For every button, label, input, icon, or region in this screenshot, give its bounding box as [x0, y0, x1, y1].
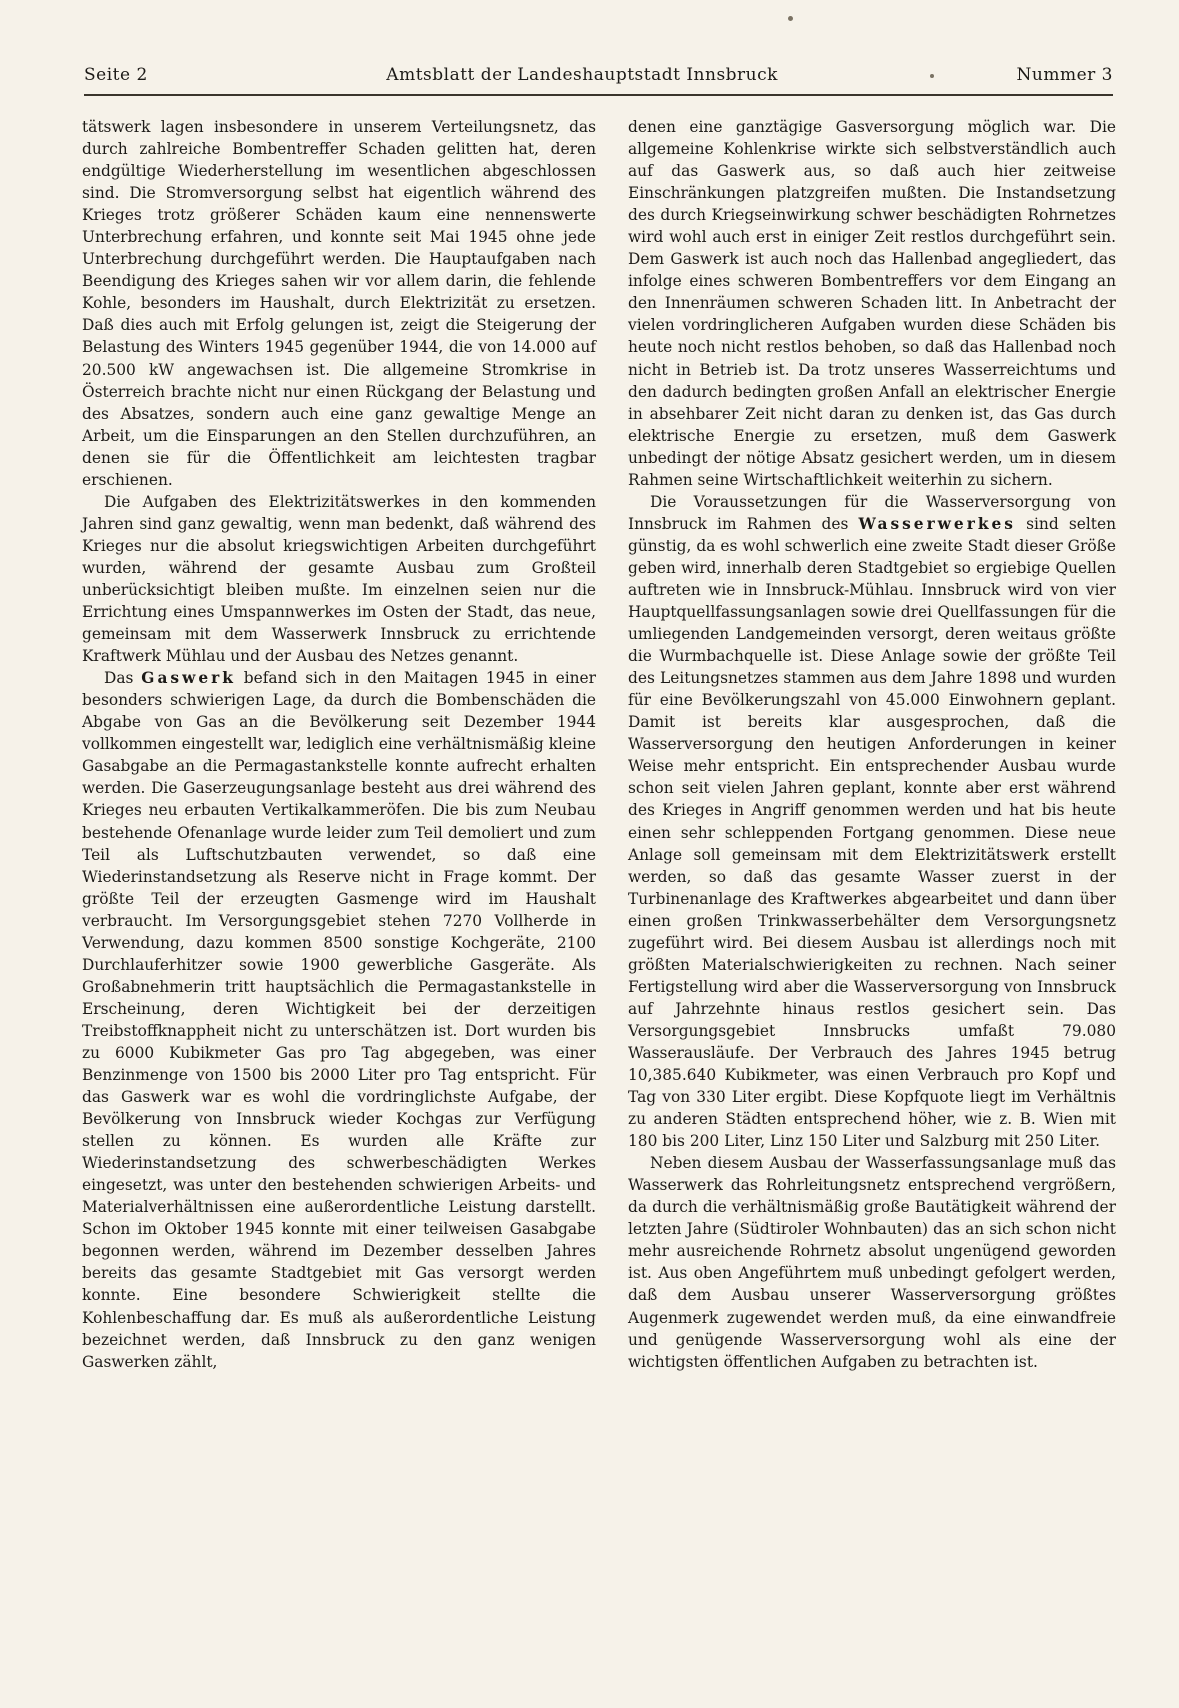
text-run: Die Voraussetzungen für die Wasserversorgung von Innsbruck im Rahmen des [628, 492, 1116, 533]
page-number: Seite 2 [84, 65, 148, 85]
text-run: sind selten günstig, da es wohl schwerlich eine zweite Stadt dieser Größe geben wird, innerhalb deren Stadtgebiet so ergiebige Quellen auftreten wie in Innsbruck-Mühlau. Innsbruck wird von vier Hauptquellfassungsanlagen sowie drei Quellfassungen für die umliegenden Landgemeinden versorgt, deren weitaus größte die Wurmbachquelle ist. Diese Anlage sowie der größte Teil des Leitungsnetzes stammen aus dem Jahre 1898 und wurden für eine Bevölkerungszahl von 45.000 Einwohnern geplant. Damit ist bereits klar ausgesprochen, daß die Wasserversorgung den heutigen Anforderungen in keiner Weise mehr entspricht. Ein entsprechender Ausbau wurde schon seit vielen Jahren geplant, konnte aber erst während des Krieges in Angriff genommen werden und hat bis heute einen sehr schleppenden Fortgang genommen. Diese neue Anlage soll gemeinsam mit dem Elektrizitätswerk erstellt werden, so daß das gesamte Wasser zuerst in der Turbinenanlage des Kraftwerkes abgearbeitet und dann über einen großen Trinkwasserbehälter dem Versorgungsnetz zugeführt wird. Bei diesem Ausbau ist allerdings noch mit größten Materialschwierigkeiten zu rechnen. Nach seiner Fertigstellung wird aber die Wasserversorgung von Innsbruck auf Jahrzehnte hinaus restlos gesichert sein. Das Versorgungsgebiet Innsbrucks umfaßt 79.080 Wasserausläufe. Der Verbrauch des Jahres 1945 betrug 10,385.640 Kubikmeter, was einen Verbrauch pro Kopf und Tag von 330 Liter ergibt. Diese Kopfquote liegt im Verhältnis zu anderen Städten entsprechend höher, wie z. B. Wien mit 180 bis 200 Liter, Linz 150 Liter und Salzburg mit 250 Liter. [628, 514, 1116, 1151]
paragraph: Neben diesem Ausbau der Wasserfassungsanlage muß das Wasserwerk das Rohrleitungsnetz entsprechend vergrößern, da durch die verhältnismäßig große Bautätigkeit während der letzten Jahre (Südtiroler Wohnbauten) das an sich schon nicht mehr ausreichende Rohrnetz absolut ungenügend geworden ist. Aus oben Angeführtem muß unbedingt gefolgert werden, daß dem Ausbau unserer Wasserversorgung größtes Augenmerk zugewendet werden muß, da eine einwandfreie und genügende Wasserversorgung wohl als eine der wichtigsten öffentlichen Aufgaben zu betrachten ist. [628, 1154, 1116, 1371]
issue-number: Nummer 3 [1016, 65, 1113, 85]
paragraph-wasserwerk [628, 491, 1116, 1152]
page-header [84, 60, 1113, 90]
paragraph: denen eine ganztägige Gasversorgung möglich war. Die allgemeine Kohlenkrise wirkte sich selbstverständlich auch auf das Gaswerk aus, so daß auch hier zeitweise Einschränkungen platzgreifen mußten. Die Instandsetzung des durch Kriegseinwirkung schwer beschädigten Rohrnetzes wird wohl auch erst in einiger Zeit restlos durchgeführt sein. Dem Gaswerk ist auch noch das Hallenbad angegliedert, das infolge eines schweren Bombentreffers vor dem Eingang an den Innenräumen schweren Schaden litt. In Anbetracht der vielen vordringlicheren Aufgaben wurden diese Schäden bis heute noch nicht restlos behoben, so daß das Hallenbad noch nicht in Betrieb ist. Da trotz unseres Wasserreichtums und den dadurch bedingten großen Anfall an elektrischer Energie in absehbarer Zeit nicht daran zu denken ist, das Gas durch elektrische Energie zu ersetzen, muß dem Gaswerk unbedingt der nötige Absatz gesichert werden, um in diesem Rahmen seine Wirtschaftlichkeit weiterhin zu sichern. [628, 118, 1116, 489]
section-keyword-wasserwerk: Wasserwerkes [858, 514, 1016, 533]
publication-title: Amtsblatt der Landeshauptstadt Innsbruck [386, 65, 778, 85]
text-run: Das [104, 669, 142, 688]
paragraph: Die Aufgaben des Elektrizitätswerkes in den kommenden Jahren sind ganz gewaltig, wenn man bedenkt, daß während des Krieges nur die absolut kriegswichtigen Arbeiten durchgeführt wurden, während der gesamte Ausbau zum Großteil unberücksichtigt bleiben mußte. Im einzelnen seien nur die Errichtung eines Umspannwerkes im Osten der Stadt, das neue, gemeinsam mit dem Wasserwerk Innsbruck zu errichtende Kraftwerk Mühlau und der Ausbau des Netzes genannt. [82, 492, 596, 666]
paragraph: tätswerk lagen insbesondere in unserem Verteilungsnetz, das durch zahlreiche Bombentreffer Schaden gelitten hat, deren endgültige Wiederherstellung im wesentlichen abgeschlossen sind. Die Stromversorgung selbst hat eigentlich während des Krieges trotz größerer Schäden kaum eine nennenswerte Unterbrechung erfahren, und konnte seit Mai 1945 ohne jede Unterbrechung durchgeführt werden. Die Hauptaufgaben nach Beendigung des Krieges sahen wir vor allem darin, die fehlende Kohle, besonders im Haushalt, durch Elektrizität zu ersetzen. Daß dies auch mit Erfolg gelungen ist, zeigt die Steigerung der Belastung des Winters 1945 gegenüber 1944, die von 14.000 auf 20.500 kW angewachsen ist. Die allgemeine Stromkrise in Österreich brachte nicht nur einen Rückgang der Belastung und des Absatzes, sondern auch eine ganz gewaltige Menge an Arbeit, um die Einsparungen an den Stellen durchzuführen, an denen sie für die Öffentlichkeit am leichtesten tragbar erschienen. [82, 118, 596, 489]
header-rule [84, 94, 1113, 96]
right-column [628, 116, 1116, 1373]
print-speck [788, 16, 793, 21]
paragraph-gaswerk [82, 667, 596, 1373]
section-keyword-gaswerk: Gaswerk [141, 669, 236, 688]
text-run: befand sich in den Maitagen 1945 in einer besonders schwierigen Lage, da durch die Bombenschäden die Abgabe von Gas an die Bevölkerung seit Dezember 1944 vollkommen eingestellt war, lediglich eine verhältnismäßig kleine Gasabgabe an die Permagastankstelle konnte aufrecht erhalten werden. Die Gaserzeugungsanlage besteht aus drei während des Krieges neu erbauten Vertikalkammeröfen. Die bis zum Neubau bestehende Ofenanlage wurde leider zum Teil demoliert und zum Teil als Luftschutzbauten verwendet, so daß eine Wiederinstandsetzung als Reserve nicht in Frage kommt. Der größte Teil der erzeugten Gasmenge wird im Haushalt verbraucht. Im Versorgungsgebiet stehen 7270 Vollherde in Verwendung, dazu kommen 8500 sonstige Kochgeräte, 2100 Durchlauferhitzer sowie 1900 gewerbliche Gasgeräte. Als Großabnehmerin tritt hauptsächlich die Permagastankstelle in Erscheinung, deren Wichtigkeit bei der derzeitigen Treibstoffknappheit nicht zu unterschätzen ist. Dort wurden bis zu 6000 Kubikmeter Gas pro Tag abgegeben, was einer Benzinmenge von 1500 bis 2000 Liter pro Tag entspricht. Für das Gaswerk war es wohl die vordringlichste Aufgabe, der Bevölkerung von Innsbruck wieder Kochgas zur Verfügung stellen zu können. Es wurden alle Kräfte zur Wiederinstandsetzung des schwerbeschädigten Werkes eingesetzt, was unter den bestehenden schwierigen Arbeits- und Materialverhältnissen eine außerordentliche Leistung darstellt. Schon im Oktober 1945 konnte mit einer teilweisen Gasabgabe begonnen werden, während im Dezember desselben Jahres bereits das gesamte Stadtgebiet mit Gas versorgt werden konnte. Eine besondere Schwierigkeit stellte die Kohlenbeschaffung dar. Es muß als außerordentliche Leistung bezeichnet werden, daß Innsbruck zu den ganz wenigen Gaswerken zählt, [82, 669, 597, 1371]
left-column [82, 116, 596, 1373]
